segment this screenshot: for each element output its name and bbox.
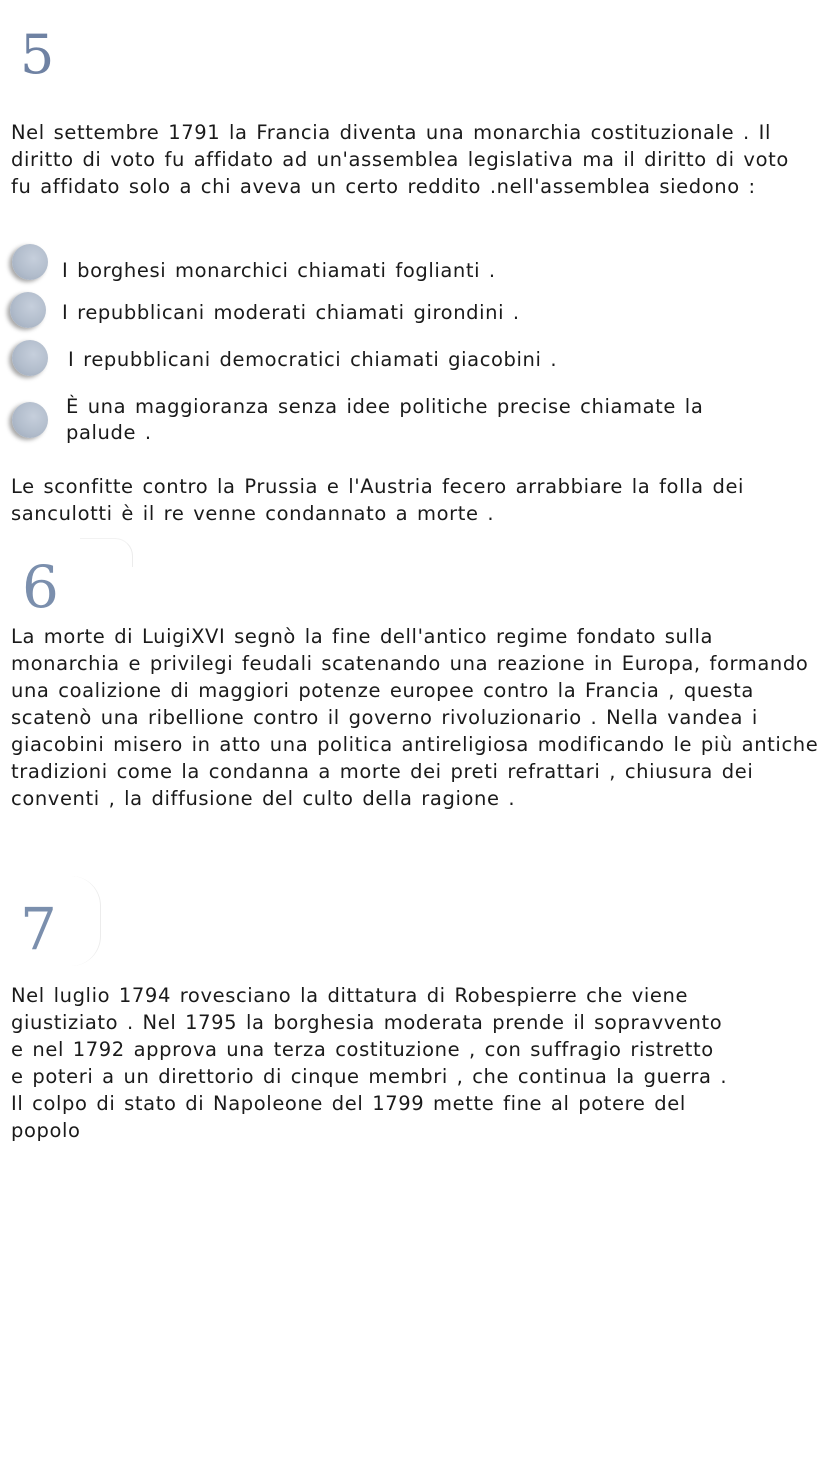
section-7-text: Nel luglio 1794 rovesciano la dittatura di Robespierre che viene giustiziato . Nel 1795 la borghesia moderata prende il sopravvento e nel 1792 approva una terza costituzione , con suffragio ristretto e poteri a un direttorio di cinque membri , che continua la guerra . Il colpo di stato di Napoleone del 1799 mette fine al potere del popolo: [11, 984, 728, 1142]
bullet-circle-icon: [12, 340, 48, 376]
decorative-stroke: [56, 876, 101, 966]
section-5-closing: Le sconfitte contro la Prussia e l'Austria fecero arrabbiare la folla dei sanculotti è il re venne condannato a morte .: [11, 475, 745, 525]
list-item: [12, 340, 772, 394]
list-item-text: I repubblicani moderati chiamati girondini .: [62, 301, 520, 324]
section-number-5: 5: [20, 23, 55, 86]
list-item-text: I borghesi monarchici chiamati foglianti .: [62, 259, 496, 282]
list-item-text: I repubblicani democratici chiamati giacobini .: [68, 348, 558, 371]
section-5-intro: Nel settembre 1791 la Francia diventa una monarchia costituzionale . Il diritto di voto fu affidato ad un'assemblea legislativa ma il diritto di voto fu affidato solo a chi aveva un certo reddito .nell'assemblea siedono :: [11, 121, 789, 198]
bullet-circle-icon: [12, 244, 48, 280]
decorative-stroke: [80, 538, 133, 567]
section-number-6: 6: [22, 553, 59, 621]
section-6-text: La morte di LuigiXVI segnò la fine dell'antico regime fondato sulla monarchia e privilegi feudali scatenando una reazione in Europa, formando una coalizione di maggiori potenze europee contro la Francia , questa scatenò una ribellione contro il governo rivoluzionario . Nella vandea i giacobini misero in atto una politica antireligiosa modificando le più antiche tradizioni come la condanna a morte dei preti refrattari , chiusura dei conventi , la diffusione del culto della ragione .: [11, 625, 819, 810]
list-item: [12, 394, 772, 464]
bullet-circle-icon: [12, 402, 48, 438]
assembly-groups-list: [12, 244, 772, 464]
bullet-circle-icon: [10, 292, 46, 328]
section-number-7: 7: [20, 895, 57, 963]
list-item: [12, 244, 772, 292]
list-item-text: È una maggioranza senza idee politiche precise chiamate la palude .: [66, 395, 704, 444]
list-item: [12, 292, 772, 340]
